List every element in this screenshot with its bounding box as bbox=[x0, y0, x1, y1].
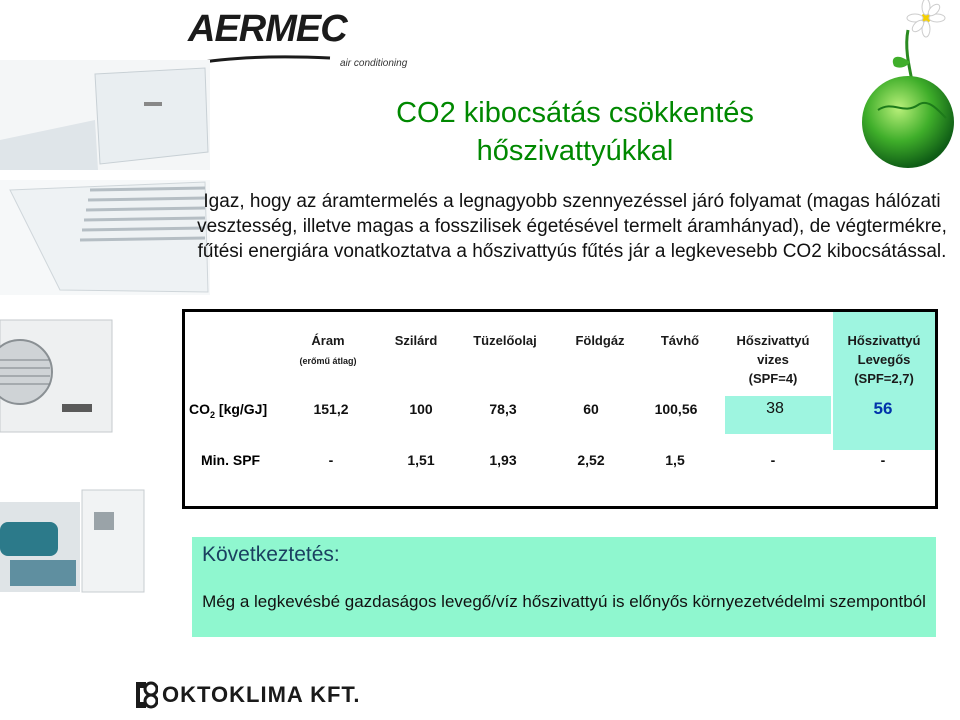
aermec-logo-word: AERMEC bbox=[188, 8, 347, 50]
row-label-co2 bbox=[189, 401, 267, 420]
spf-value: 1,93 bbox=[489, 452, 517, 468]
indoor-unit-photo bbox=[0, 60, 210, 170]
aermec-logo bbox=[188, 8, 428, 74]
header-cell: Földgáz bbox=[575, 333, 625, 348]
header-line3: (SPF=2,7) bbox=[854, 371, 914, 386]
spf-value: 1,5 bbox=[665, 452, 685, 468]
conclusion-heading: Következtetés: bbox=[202, 543, 340, 566]
header-label: Hőszivattyú bbox=[847, 333, 921, 348]
header-label: Áram bbox=[311, 333, 345, 348]
title-line-2: hőszivattyúkkal bbox=[476, 135, 674, 167]
conclusion-text: Még a legkevésbé gazdaságos levegő/víz hőszivattyú is előnyős környezetvédelmi szempontból bbox=[202, 592, 926, 611]
co2-value: 100 bbox=[409, 401, 433, 417]
co2-value-heatpump-air: 56 bbox=[873, 399, 893, 418]
co2-value-heatpump-water: 38 bbox=[766, 400, 784, 417]
oktoklima-logo bbox=[132, 680, 392, 712]
spf-value: - bbox=[328, 452, 334, 468]
oktoklima-wordmark: OKTOKLIMA KFT. bbox=[162, 682, 361, 707]
oktoklima-mark-icon bbox=[132, 680, 158, 710]
spf-value: 2,52 bbox=[577, 452, 605, 468]
header-line2: vizes bbox=[757, 352, 789, 367]
spf-value: - bbox=[770, 452, 776, 468]
header-cell: Szilárd bbox=[394, 333, 438, 348]
co2-value: 60 bbox=[583, 401, 599, 417]
co2-value: 78,3 bbox=[489, 401, 517, 417]
header-cell bbox=[273, 331, 383, 371]
header-line2: Levegős bbox=[857, 352, 911, 367]
co2-comparison-table bbox=[182, 309, 938, 509]
wall-unit-photo bbox=[0, 180, 210, 295]
row-label-co2-unit: [kg/GJ] bbox=[215, 401, 268, 417]
intro-paragraph: Igaz, hogy az áramtermelés a legnagyobb szennyezéssel járó folyamat (magas hálózati vesztesség, illetve magas a fosszilisek égetésével termelt áramhányad), de végtermékre, fűtési energiára vonatkoztatva a hőszivattyús fűtés jár a legkevesebb CO2 kibocsátással. bbox=[197, 191, 947, 262]
co2-value: 100,56 bbox=[654, 401, 698, 417]
header-cell: Tüzelőolaj bbox=[473, 333, 537, 348]
row-label-co2-main: CO bbox=[189, 401, 210, 417]
header-cell bbox=[717, 331, 829, 388]
header-sub: (erőmű átlag) bbox=[299, 356, 357, 366]
title-line-1: CO2 kibocsátás csökkentés bbox=[396, 97, 754, 129]
spf-value: - bbox=[880, 452, 886, 468]
spf-value: 1,51 bbox=[407, 452, 435, 468]
outdoor-unit-photo bbox=[0, 300, 115, 460]
row-label-co2-sub: 2 bbox=[210, 409, 216, 420]
row-label-spf: Min. SPF bbox=[201, 452, 261, 468]
aermec-tagline: air conditioning bbox=[340, 58, 408, 69]
header-line3: (SPF=4) bbox=[748, 371, 798, 386]
chiller-unit-photo bbox=[0, 462, 148, 597]
header-label: Hőszivattyú bbox=[736, 333, 810, 348]
conclusion-box bbox=[192, 537, 936, 637]
page-title bbox=[330, 94, 820, 170]
co2-value: 151,2 bbox=[313, 401, 349, 417]
header-cell bbox=[833, 331, 935, 388]
green-globe-flower-icon bbox=[838, 0, 960, 170]
header-cell: Távhő bbox=[660, 333, 700, 348]
